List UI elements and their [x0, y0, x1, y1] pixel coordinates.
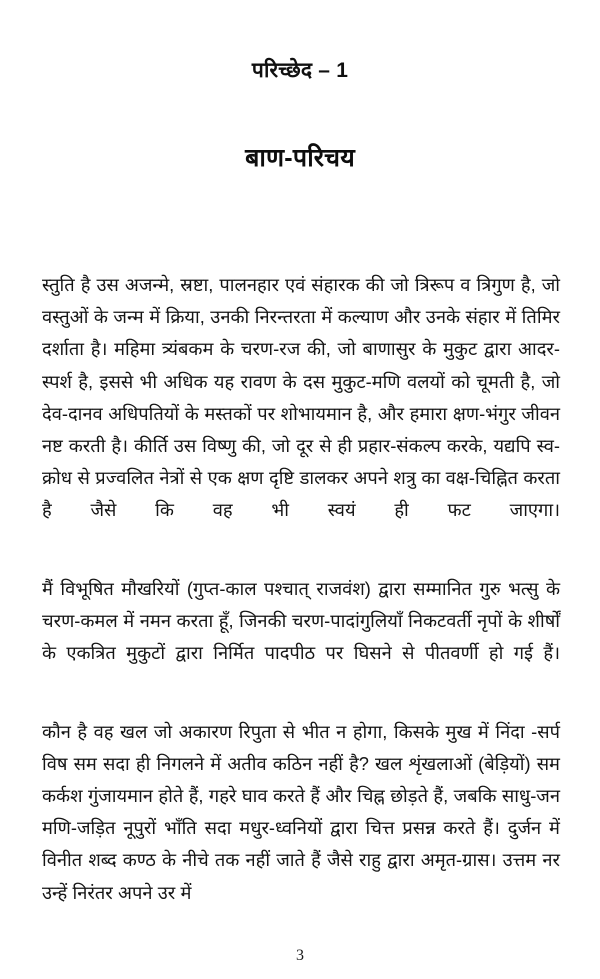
- chapter-label-block: [0, 58, 600, 84]
- paragraph-2: मैं विभूषित मौखरियों (गुप्त-काल पश्चात् राजवंश) द्वारा सम्मानित गुरु भत्सु के चरण-कमल में नमन करता हूँ, जिनकी चरण-पादांगुलियाँ निकटवर्ती नृपों के शीर्षों के एकत्रित मुकुटों द्वारा निर्मित पादपीठ पर घिसने से पीतवर्णी हो गई हैं।: [42, 577, 560, 664]
- chapter-label: परिच्छेद – 1: [251, 59, 349, 82]
- paragraph-3: कौन है वह खल जो अकारण रिपुता से भीत न होगा, किसके मुख में निंदा -सर्प विष सम सदा ही निगलने में अतीव कठिन नहीं है? खल शृंखलाओं (बेड़ियों) सम कर्कश गुंजायमान होते हैं, गहरे घाव करते हैं और चिह्न छोड़ते हैं, जबकि साधु-जन मणि-जड़ित नूपुरों भाँति सदा मधुर-ध्वनियों द्वारा चित्त प्रसन्न करते हैं। दुर्जन में विनीत शब्द कण्ठ के नीचे तक नहीं जाते हैं जैसे राहु द्वारा अमृत-ग्रास। उत्तम नर उन्हें निरंतर अपने उर में: [42, 720, 560, 903]
- page-number: 3: [296, 947, 304, 964]
- chapter-title-block: [0, 126, 600, 191]
- page-footer: [0, 947, 600, 965]
- page-title: बाण-परिचय: [245, 143, 355, 172]
- paragraph-1: स्तुति है उस अजन्मे, स्रष्टा, पालनहार एवं संहारक की जो त्रिरूप व त्रिगुण है, जो वस्तुओं के जन्म में क्रिया, उनकी निरन्तरता में कल्याण और उनके संहार में तिमिर दर्शाता है। महिमा त्र्यंबकम के चरण-रज की, जो बाणासुर के मुकुट द्वारा आदर-स्पर्श है, इससे भी अधिक यह रावण के दस मुकुट-मणि वलयों को चूमती है, जो देव-दानव अधिपतियों के मस्तकों पर शोभायमान है, और हमारा क्षण-भंगुर जीवन नष्ट करती है। कीर्ति उस विष्णु की, जो दूर से ही प्रहार-संकल्प करके, यद्यपि स्व-क्रोध से प्रज्वलित नेत्रों से एक क्षण दृष्टि डालकर अपने शत्रु का वक्ष-चिह्नित करता है जैसे कि वह भी स्वयं ही फट जाएगा।: [42, 274, 560, 521]
- body-text-area: [42, 269, 560, 909]
